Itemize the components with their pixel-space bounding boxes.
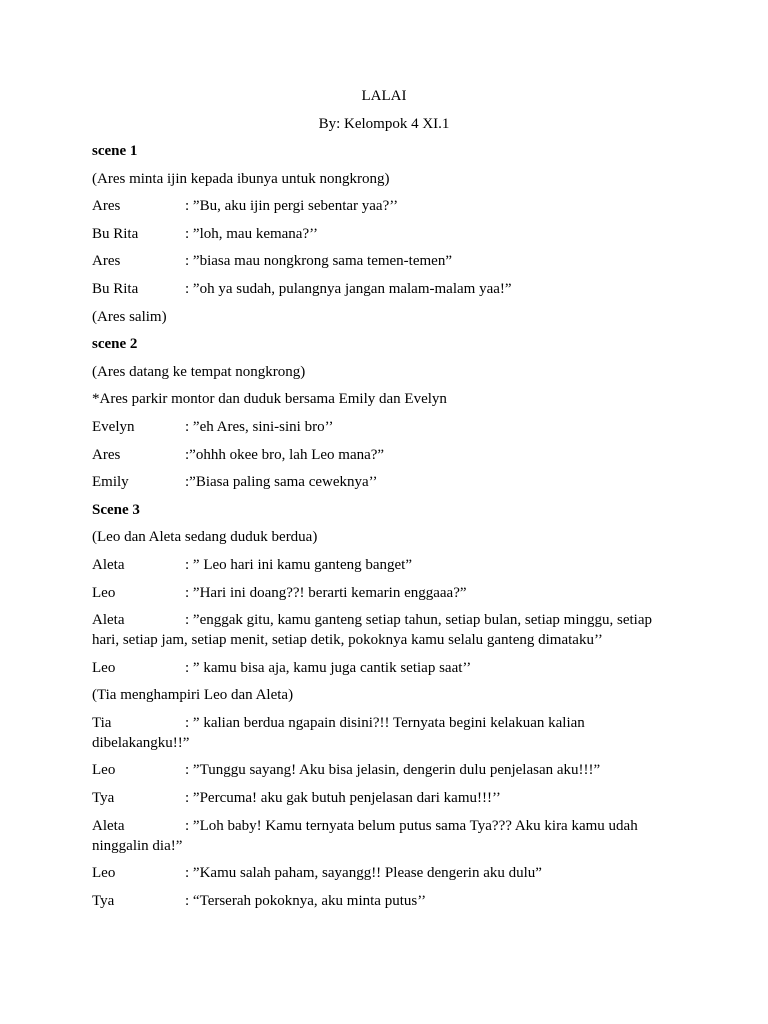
dialogue-line [92, 445, 682, 465]
stage-direction: (Tia menghampiri Leo dan Aleta) [92, 687, 294, 704]
dialogue-text: :”ohhh okee bro, lah Leo mana?” [185, 446, 385, 463]
speaker-name: Leo [92, 659, 116, 676]
dialogue-line [92, 224, 682, 244]
stage-direction: (Ares salim) [92, 308, 167, 325]
stage-direction: (Ares datang ke tempat nongkrong) [92, 363, 306, 380]
dialogue-text: : “Terserah pokoknya, aku minta putus’’ [185, 892, 427, 909]
scene-heading: scene 1 [92, 143, 138, 159]
dialogue-line [92, 610, 682, 650]
dialogue-line [92, 760, 682, 780]
speaker-name: Ares [92, 198, 121, 215]
dialogue-line [92, 417, 682, 437]
dialogue-text: : ”Loh baby! Kamu ternyata belum putus sama Tya??? Aku kira kamu udah ninggalin dia!” [92, 817, 638, 854]
script-body [92, 141, 682, 918]
dialogue-line [92, 279, 682, 299]
stage-direction: *Ares parkir montor dan duduk bersama Emily dan Evelyn [92, 391, 447, 408]
scene-heading: Scene 3 [92, 501, 140, 518]
stage-direction: (Leo dan Aleta sedang duduk berdua) [92, 529, 318, 546]
speaker-name: Ares [92, 253, 121, 270]
dialogue-text: : ”Hari ini doang??! berarti kemarin enggaaa?” [185, 584, 467, 601]
script-title: LALAI [361, 88, 407, 104]
dialogue-text: : ” kalian berdua ngapain disini?!! Ternyata begini kelakuan kalian dibelakangku!!” [92, 714, 585, 751]
dialogue-text: : ”Bu, aku ijin pergi sebentar yaa?’’ [185, 198, 399, 215]
dialogue-line [92, 816, 682, 856]
speaker-name: Aleta [92, 612, 125, 629]
speaker-name: Aleta [92, 556, 125, 573]
speaker-name: Leo [92, 865, 116, 882]
dialogue-line [92, 555, 682, 575]
dialogue-text: : ”loh, mau kemana?’’ [185, 225, 318, 242]
speaker-name: Tia [92, 714, 112, 731]
speaker-name: Leo [92, 762, 116, 779]
dialogue-line [92, 251, 682, 271]
speaker-name: Tya [92, 790, 115, 807]
dialogue-text: : ”biasa mau nongkrong sama temen-temen” [185, 253, 452, 270]
speaker-name: Emily [92, 474, 129, 491]
dialogue-text: :”Biasa paling sama ceweknya’’ [185, 474, 378, 491]
script-byline: By: Kelompok 4 XI.1 [318, 116, 450, 132]
speaker-name: Bu Rita [92, 280, 139, 297]
dialogue-line [92, 891, 682, 911]
dialogue-line [92, 788, 682, 808]
speaker-name: Tya [92, 892, 115, 909]
dialogue-line [92, 863, 682, 883]
speaker-name: Ares [92, 446, 121, 463]
dialogue-text: : ”Kamu salah paham, sayangg!! Please dengerin aku dulu” [185, 865, 542, 882]
dialogue-text: : ”oh ya sudah, pulangnya jangan malam-malam yaa!” [185, 280, 512, 297]
dialogue-line [92, 658, 682, 678]
dialogue-text: : ”eh Ares, sini-sini bro’’ [185, 418, 334, 435]
dialogue-text: : ”enggak gitu, kamu ganteng setiap tahun, setiap bulan, setiap minggu, setiap hari, setiap jam, setiap menit, setiap detik, pokoknya kamu selalu ganteng dimataku’’ [92, 612, 652, 649]
scene-heading: scene 2 [92, 336, 138, 353]
dialogue-text: : ”Percuma! aku gak butuh penjelasan dari kamu!!!’’ [185, 790, 501, 807]
dialogue-line [92, 472, 682, 492]
stage-direction: (Ares minta ijin kepada ibunya untuk nongkrong) [92, 170, 390, 187]
dialogue-text: : ”Tunggu sayang! Aku bisa jelasin, dengerin dulu penjelasan aku!!!” [185, 762, 601, 779]
dialogue-line [92, 583, 682, 603]
speaker-name: Bu Rita [92, 225, 139, 242]
dialogue-line [92, 713, 682, 753]
dialogue-text: : ” kamu bisa aja, kamu juga cantik setiap saat’’ [185, 659, 472, 676]
speaker-name: Aleta [92, 817, 125, 834]
speaker-name: Evelyn [92, 418, 135, 435]
dialogue-text: : ” Leo hari ini kamu ganteng banget” [185, 556, 412, 573]
speaker-name: Leo [92, 584, 116, 601]
dialogue-line [92, 196, 682, 216]
